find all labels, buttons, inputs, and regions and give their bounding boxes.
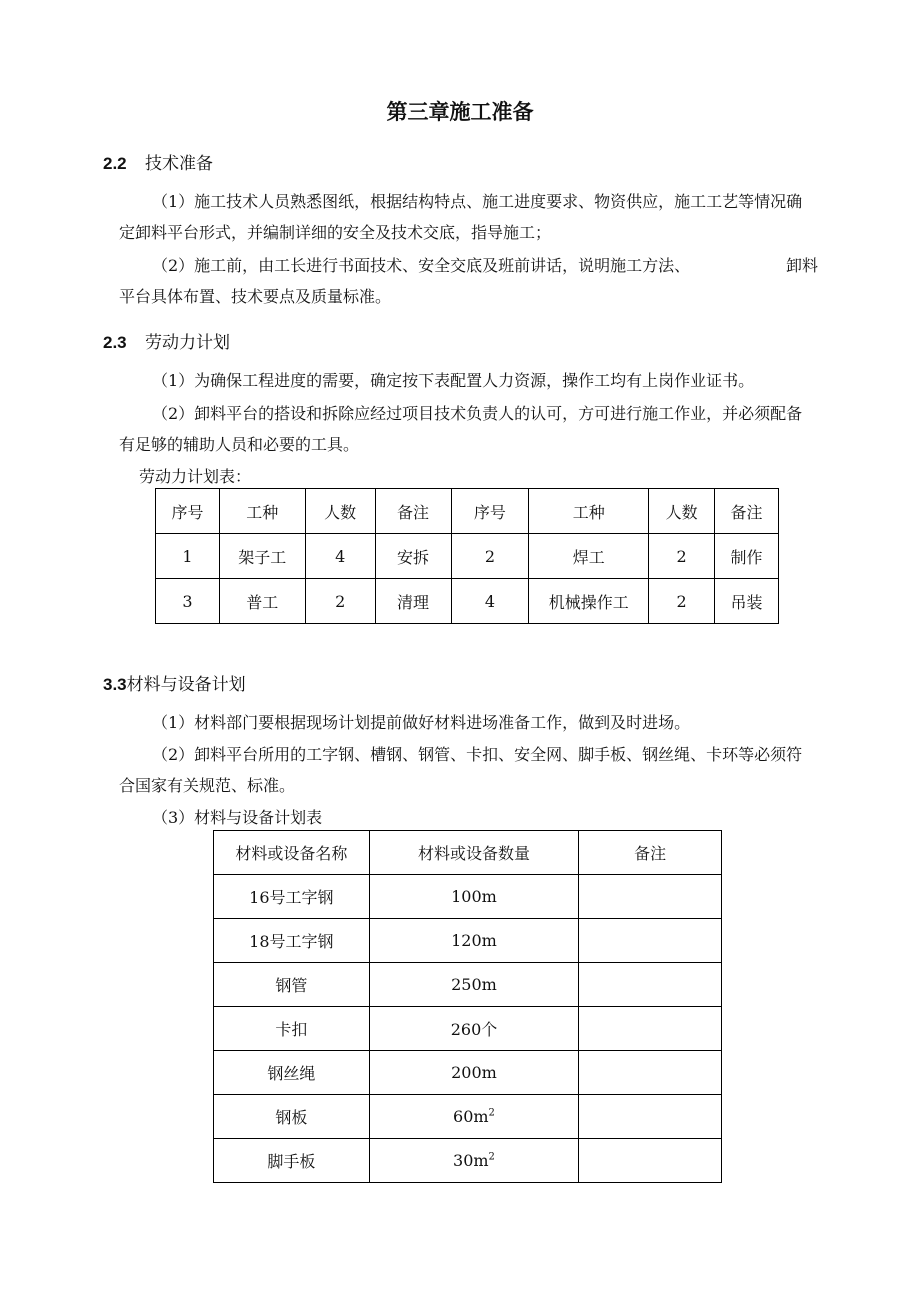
section-2-3-p1: （1）为确保工程进度的需要，确定按下表配置人力资源，操作工均有上岗作业证书。 — [152, 371, 755, 390]
section-2-2-number: 2.2 — [103, 154, 127, 173]
table-row — [214, 875, 722, 919]
table-cell — [579, 1095, 722, 1139]
section-3-3-p3: （3）材料与设备计划表 — [152, 808, 323, 827]
table-cell: 钢板 — [214, 1095, 370, 1139]
table-cell: 4 — [305, 534, 375, 579]
table-cell: 机械操作工 — [529, 579, 649, 624]
table-cell — [579, 1007, 722, 1051]
table-row — [156, 534, 779, 579]
table-cell — [579, 963, 722, 1007]
table-cell: 安拆 — [375, 534, 451, 579]
table-cell: 2 — [649, 534, 715, 579]
superscript: 2 — [488, 1151, 495, 1163]
header-cell: 人数 — [305, 489, 375, 534]
table-cell: 2 — [451, 534, 529, 579]
table-row — [214, 1095, 722, 1139]
table-cell: 脚手板 — [214, 1139, 370, 1183]
header-cell: 材料或设备名称 — [214, 831, 370, 875]
section-2-3-title: 劳动力计划 — [145, 333, 230, 353]
table-cell — [579, 1051, 722, 1095]
labor-plan-table — [155, 488, 779, 624]
table-cell — [579, 919, 722, 963]
header-cell: 备注 — [579, 831, 722, 875]
table-cell: 1 — [156, 534, 220, 579]
table-row — [214, 1007, 722, 1051]
table-row — [214, 1051, 722, 1095]
header-cell: 材料或设备数量 — [369, 831, 579, 875]
header-cell: 备注 — [715, 489, 779, 534]
header-cell: 人数 — [649, 489, 715, 534]
header-cell: 备注 — [375, 489, 451, 534]
table-cell: 4 — [451, 579, 529, 624]
table-row — [156, 579, 779, 624]
table-row — [214, 963, 722, 1007]
section-2-2-heading — [103, 149, 213, 174]
header-cell: 序号 — [156, 489, 220, 534]
section-3-3-p2-line2: 合国家有关规范、标准。 — [119, 776, 296, 795]
table-cell: 2 — [649, 579, 715, 624]
table-cell: 架子工 — [219, 534, 305, 579]
table-cell: 250m — [369, 963, 579, 1007]
materials-plan-table — [213, 830, 722, 1183]
table-cell: 清理 — [375, 579, 451, 624]
header-cell: 工种 — [219, 489, 305, 534]
table-cell — [579, 1139, 722, 1183]
section-3-3-title: 材料与设备计划 — [126, 675, 246, 695]
section-3-3-heading — [103, 670, 246, 695]
table-cell: 3 — [156, 579, 220, 624]
table-cell: 18号工字钢 — [214, 919, 370, 963]
section-3-3-number: 3.3 — [103, 675, 127, 694]
page-title: 第三章施工准备 — [386, 100, 534, 124]
header-cell: 工种 — [529, 489, 649, 534]
table-header-row — [156, 489, 779, 534]
table-cell: 制作 — [715, 534, 779, 579]
quantity-value: 60m — [453, 1107, 489, 1126]
table-cell: 260个 — [369, 1007, 579, 1051]
labor-table-caption: 劳动力计划表： — [139, 467, 252, 486]
table-row — [214, 919, 722, 963]
section-2-3-p2-line1: （2）卸料平台的搭设和拆除应经过项目技术负责人的认可，方可进行施工作业，并必须配备 — [152, 404, 803, 423]
header-cell: 序号 — [451, 489, 529, 534]
table-cell: 100m — [369, 875, 579, 919]
table-cell: 焊工 — [529, 534, 649, 579]
quantity-value: 30m — [453, 1151, 489, 1170]
section-3-3-p2-line1: （2）卸料平台所用的工字钢、槽钢、钢管、卡扣、安全网、脚手板、钢丝绳、卡环等必须符 — [152, 745, 803, 764]
section-2-2-p2-line2: 平台具体布置、技术要点及质量标准。 — [119, 287, 392, 306]
table-cell: 120m — [369, 919, 579, 963]
table-cell: 卡扣 — [214, 1007, 370, 1051]
table-cell: 200m — [369, 1051, 579, 1095]
section-2-3-heading — [103, 328, 230, 353]
section-2-2-p2-line1: （2）施工前，由工长进行书面技术、安全交底及班前讲话，说明施工方法、 — [152, 256, 691, 275]
section-2-3-number: 2.3 — [103, 333, 127, 352]
section-2-3-p2-line2: 有足够的辅助人员和必要的工具。 — [119, 435, 360, 454]
section-2-2-title: 技术准备 — [145, 154, 213, 174]
section-3-3-p1: （1）材料部门要根据现场计划提前做好材料进场准备工作，做到及时进场。 — [152, 713, 691, 732]
section-2-2-p2-line1-end: 卸料 — [786, 256, 819, 275]
table-cell: 普工 — [219, 579, 305, 624]
table-cell: 16号工字钢 — [214, 875, 370, 919]
superscript: 2 — [488, 1107, 495, 1119]
table-cell: 2 — [305, 579, 375, 624]
table-row — [214, 1139, 722, 1183]
table-cell: 钢丝绳 — [214, 1051, 370, 1095]
table-cell — [579, 875, 722, 919]
section-2-2-p1-line2: 定卸料平台形式，并编制详细的安全及技术交底，指导施工； — [119, 223, 552, 242]
table-cell: 吊装 — [715, 579, 779, 624]
table-header-row — [214, 831, 722, 875]
table-cell — [369, 1095, 579, 1139]
section-2-2-p1-line1: （1）施工技术人员熟悉图纸，根据结构特点、施工进度要求、物资供应，施工工艺等情况确 — [152, 192, 803, 211]
table-cell — [369, 1139, 579, 1183]
table-cell: 钢管 — [214, 963, 370, 1007]
